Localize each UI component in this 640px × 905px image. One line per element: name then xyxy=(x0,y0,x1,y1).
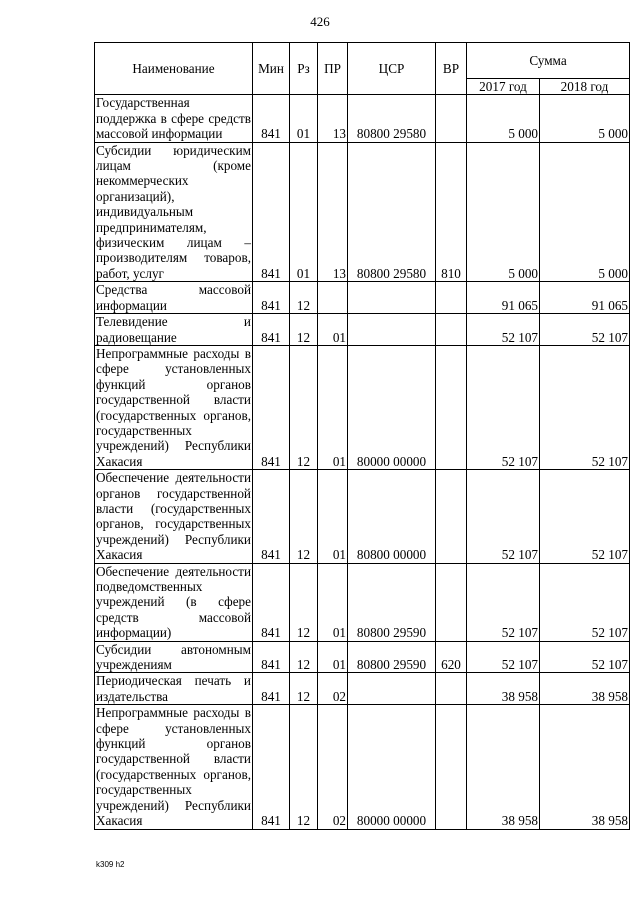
row-csr: 80800 29590 xyxy=(348,641,436,673)
row-pr: 02 xyxy=(318,673,348,705)
row-name: Обеспечение деятельности органов государственной власти (государственных органов, государственных учреждений) Республики Хакасия xyxy=(96,470,251,563)
row-name: Непрограммные расходы в сфере установленных функций органов государственной власти (государственных органов, государственных учреждений) Республики Хакасия xyxy=(96,705,251,829)
header-year-2017: 2017 год xyxy=(467,79,540,95)
row-rz: 01 xyxy=(290,142,318,282)
row-rz: 12 xyxy=(290,563,318,641)
row-sum-2018: 52 107 xyxy=(540,563,630,641)
row-min: 841 xyxy=(253,282,290,314)
table-row xyxy=(95,345,630,469)
row-min: 841 xyxy=(253,641,290,673)
row-min: 841 xyxy=(253,673,290,705)
row-pr: 01 xyxy=(318,563,348,641)
row-sum-2018: 52 107 xyxy=(540,345,630,469)
header-name: Наименование xyxy=(95,43,253,95)
row-name: Телевидение и радиовещание xyxy=(96,314,251,345)
row-name: Обеспечение деятельности подведомственных учреждений (в сфере средств массовой информации) xyxy=(96,563,251,641)
row-csr: 80800 29580 xyxy=(348,142,436,282)
row-name: Субсидии автономным учреждениям xyxy=(96,641,251,673)
row-rz: 12 xyxy=(290,705,318,829)
table-row xyxy=(95,563,630,641)
row-sum-2017: 52 107 xyxy=(467,314,540,346)
row-pr: 01 xyxy=(318,470,348,563)
table-row xyxy=(95,673,630,705)
row-csr xyxy=(348,314,436,346)
row-min: 841 xyxy=(253,314,290,346)
row-rz: 12 xyxy=(290,345,318,469)
table-row xyxy=(95,314,630,346)
row-csr: 80000 00000 xyxy=(348,705,436,829)
row-sum-2018: 52 107 xyxy=(540,470,630,563)
row-vr xyxy=(436,673,467,705)
row-sum-2018: 52 107 xyxy=(540,314,630,346)
row-min: 841 xyxy=(253,470,290,563)
header-sum: Сумма xyxy=(467,43,630,79)
row-vr xyxy=(436,282,467,314)
header-pr: ПР xyxy=(318,43,348,95)
row-rz: 12 xyxy=(290,282,318,314)
row-sum-2017: 5 000 xyxy=(467,95,540,142)
row-vr: 620 xyxy=(436,641,467,673)
table-row xyxy=(95,142,630,282)
row-rz: 12 xyxy=(290,314,318,346)
row-csr xyxy=(348,673,436,705)
row-min: 841 xyxy=(253,142,290,282)
row-sum-2017: 38 958 xyxy=(467,705,540,829)
page-number: 426 xyxy=(310,14,330,29)
row-rz: 12 xyxy=(290,641,318,673)
row-sum-2017: 5 000 xyxy=(467,142,540,282)
row-sum-2018: 38 958 xyxy=(540,705,630,829)
row-name: Государственная поддержка в сфере средств массовой информации xyxy=(96,95,251,142)
row-vr: 810 xyxy=(436,142,467,282)
row-csr: 80800 29580 xyxy=(348,95,436,142)
row-sum-2018: 5 000 xyxy=(540,95,630,142)
footer-code: k309 h2 xyxy=(96,860,125,869)
row-name: Непрограммные расходы в сфере установленных функций органов государственной власти (государственных органов, государственных учреждений) Республики Хакасия xyxy=(96,345,251,469)
row-sum-2017: 52 107 xyxy=(467,641,540,673)
row-sum-2017: 52 107 xyxy=(467,470,540,563)
row-rz: 12 xyxy=(290,470,318,563)
header-year-2018: 2018 год xyxy=(540,79,630,95)
row-rz: 01 xyxy=(290,95,318,142)
row-sum-2017: 52 107 xyxy=(467,563,540,641)
header-csr: ЦСР xyxy=(348,43,436,95)
row-vr xyxy=(436,314,467,346)
row-pr: 01 xyxy=(318,345,348,469)
header-min: Мин xyxy=(253,43,290,95)
budget-table xyxy=(94,42,630,830)
row-rz: 12 xyxy=(290,673,318,705)
row-min: 841 xyxy=(253,345,290,469)
row-min: 841 xyxy=(253,705,290,829)
row-pr xyxy=(318,282,348,314)
row-pr: 01 xyxy=(318,641,348,673)
row-vr xyxy=(436,345,467,469)
row-sum-2018: 52 107 xyxy=(540,641,630,673)
row-sum-2017: 52 107 xyxy=(467,345,540,469)
row-vr xyxy=(436,705,467,829)
row-pr: 02 xyxy=(318,705,348,829)
row-csr xyxy=(348,282,436,314)
row-min: 841 xyxy=(253,563,290,641)
table-row xyxy=(95,95,630,142)
row-name: Периодическая печать и издательства xyxy=(96,673,251,704)
table-row xyxy=(95,470,630,563)
row-vr xyxy=(436,95,467,142)
table-row xyxy=(95,641,630,673)
row-sum-2017: 38 958 xyxy=(467,673,540,705)
row-vr xyxy=(436,563,467,641)
row-pr: 13 xyxy=(318,142,348,282)
row-vr xyxy=(436,470,467,563)
row-pr: 01 xyxy=(318,314,348,346)
row-name: Средства массовой информации xyxy=(96,282,251,313)
table-row xyxy=(95,282,630,314)
header-rz: Рз xyxy=(290,43,318,95)
row-pr: 13 xyxy=(318,95,348,142)
row-name: Субсидии юридическим лицам (кроме некоммерческих организаций), индивидуальным предпринимателям, физическим лицам – производителям товаров, работ, услуг xyxy=(96,142,251,281)
row-csr: 80800 29590 xyxy=(348,563,436,641)
row-sum-2017: 91 065 xyxy=(467,282,540,314)
row-csr: 80000 00000 xyxy=(348,345,436,469)
row-sum-2018: 5 000 xyxy=(540,142,630,282)
row-sum-2018: 91 065 xyxy=(540,282,630,314)
header-vr: ВР xyxy=(436,43,467,95)
table-row xyxy=(95,705,630,829)
row-csr: 80800 00000 xyxy=(348,470,436,563)
row-min: 841 xyxy=(253,95,290,142)
row-sum-2018: 38 958 xyxy=(540,673,630,705)
